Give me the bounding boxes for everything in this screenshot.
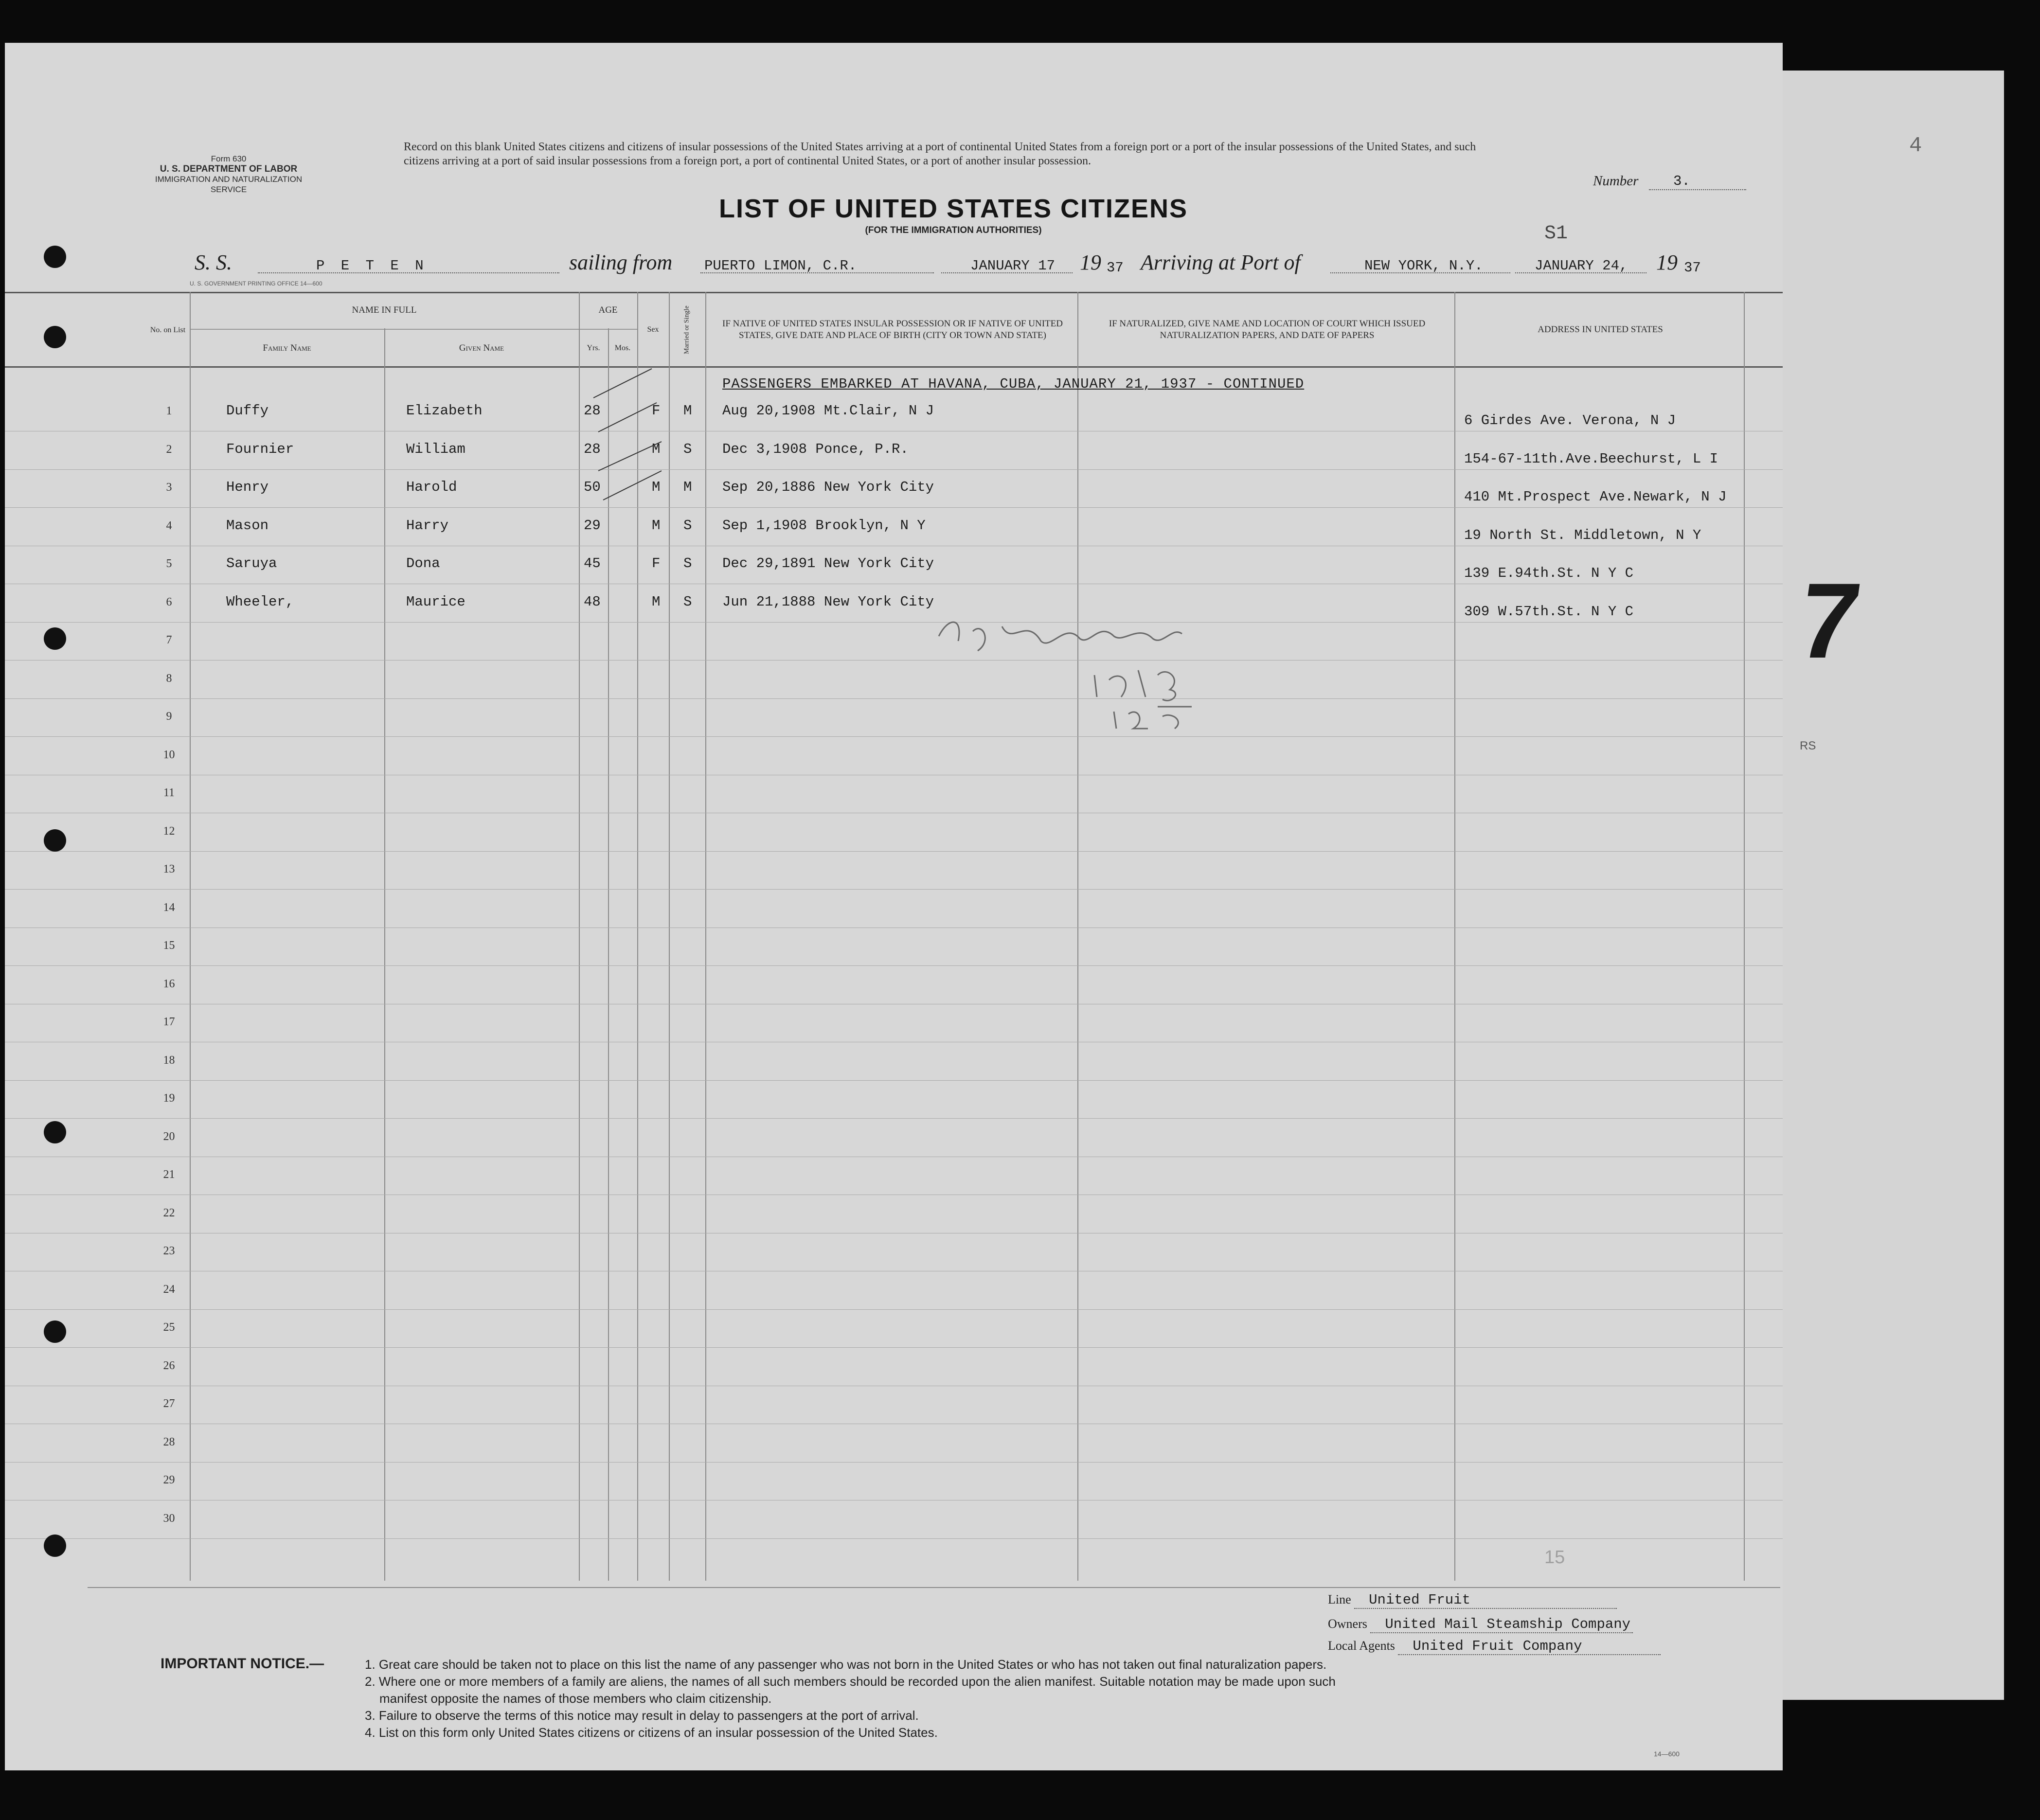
family-name: Wheeler, xyxy=(226,593,294,610)
binder-hole xyxy=(44,1121,66,1143)
empty-row xyxy=(5,890,1783,928)
row-number: 8 xyxy=(166,672,172,685)
empty-row xyxy=(5,1462,1783,1500)
given-name: Elizabeth xyxy=(406,403,483,419)
inspector-signature xyxy=(929,612,1270,733)
age-years: 29 xyxy=(584,517,601,534)
row-number: 27 xyxy=(163,1397,175,1410)
check-marks xyxy=(589,364,676,505)
header-sex: Sex xyxy=(647,325,659,334)
birth-date-place: Sep 20,1886 New York City xyxy=(722,479,934,495)
notice-heading: IMPORTANT NOTICE.— xyxy=(161,1656,324,1672)
empty-row xyxy=(5,1500,1783,1539)
notice-item-2-cont: manifest opposite the names of those members who claim citizenship. xyxy=(379,1691,772,1706)
empty-row xyxy=(5,698,1783,737)
corner-mark-s1: S1 xyxy=(1544,223,1568,245)
passenger-row xyxy=(5,584,1783,623)
birth-date-place: Jun 21,1888 New York City xyxy=(722,593,934,610)
age-years: 50 xyxy=(584,479,601,495)
sailing-from-label: sailing from xyxy=(569,250,673,274)
row-number: 19 xyxy=(163,1092,175,1105)
sex: F xyxy=(652,555,661,571)
sex: F xyxy=(652,403,661,419)
printer-note: U. S. GOVERNMENT PRINTING OFFICE 14—600 xyxy=(190,280,322,287)
binder-hole xyxy=(44,1535,66,1557)
margin-number-seven: 7 xyxy=(1791,561,1868,680)
table-header xyxy=(5,292,1783,368)
address: 139 E.94th.St. N Y C xyxy=(1464,565,1634,581)
empty-row xyxy=(5,1119,1783,1157)
given-name: William xyxy=(406,441,465,457)
header-birth: IF NATIVE OF UNITED STATES INSULAR POSSESSION OR IF NATIVE OF UNITED STATES, GIVE DATE AND PLACE OF BIRTH (CITY OR TOWN AND STATE) xyxy=(722,319,1063,340)
arriving-label: Arriving at Port of xyxy=(1141,250,1301,274)
form-meta xyxy=(141,154,316,195)
birth-date-place: Dec 3,1908 Ponce, P.R. xyxy=(722,441,909,457)
age-years: 28 xyxy=(584,403,601,419)
header-family-name: Family Name xyxy=(263,342,311,353)
row-number: 29 xyxy=(163,1474,175,1486)
given-name: Maurice xyxy=(406,593,465,610)
marital-status: S xyxy=(683,555,692,571)
row-number: 14 xyxy=(163,901,175,914)
given-name: Harold xyxy=(406,479,457,495)
passenger-row xyxy=(5,393,1783,431)
marital-status: S xyxy=(683,593,692,610)
form-code: 14—600 xyxy=(1654,1750,1680,1758)
birth-date-place: Dec 29,1891 New York City xyxy=(722,555,934,571)
given-name: Dona xyxy=(406,555,440,571)
department: U. S. DEPARTMENT OF LABOR xyxy=(160,164,298,174)
arrival-year: 37 xyxy=(1684,260,1701,276)
ss-label: S. S. xyxy=(195,250,232,274)
header-address: ADDRESS IN UNITED STATES xyxy=(1538,324,1663,335)
row-number: 30 xyxy=(163,1512,175,1525)
form-number: Form 630 xyxy=(211,154,247,163)
row-number: 17 xyxy=(163,1016,175,1028)
departure-port: PUERTO LIMON, C.R. xyxy=(700,258,934,273)
agents-value: United Fruit Company xyxy=(1398,1638,1661,1655)
binder-hole xyxy=(44,829,66,852)
empty-row xyxy=(5,1080,1783,1119)
row-number: 25 xyxy=(163,1321,175,1334)
empty-row xyxy=(5,775,1783,813)
ship-info-row xyxy=(5,247,1783,276)
empty-row xyxy=(5,928,1783,966)
marital-status: S xyxy=(683,517,692,534)
birth-date-place: Aug 20,1908 Mt.Clair, N J xyxy=(722,403,934,419)
row-number: 10 xyxy=(163,748,175,761)
address: 154-67-11th.Ave.Beechurst, L I xyxy=(1464,450,1718,467)
departure-year: 37 xyxy=(1107,260,1124,276)
line-value: United Fruit xyxy=(1354,1592,1617,1609)
row-number: 13 xyxy=(163,863,175,875)
empty-row xyxy=(5,1233,1783,1271)
empty-row xyxy=(5,813,1783,852)
address: 19 North St. Middletown, N Y xyxy=(1464,527,1701,543)
family-name: Mason xyxy=(226,517,269,534)
line-row xyxy=(1328,1592,1617,1609)
passenger-row xyxy=(5,546,1783,584)
age-years: 28 xyxy=(584,441,601,457)
header-subdivider xyxy=(190,329,637,330)
given-name: Harry xyxy=(406,517,449,534)
owners-row xyxy=(1328,1616,1633,1633)
corner-mark-four: 4 xyxy=(1909,134,1922,158)
record-instructions: Record on this blank United States citizens and citizens of insular possessions of the United States arriving at a port of continental United States from a foreign port or a port of the insular possessions of the United States, and such citizens arriving at a port of said insular possessions from a foreign port, a port of continental United States, or a port of another insular possession. xyxy=(404,141,1476,167)
section-heading: PASSENGERS EMBARKED AT HAVANA, CUBA, JANUARY 21, 1937 - CONTINUED xyxy=(722,376,1305,392)
row-number: 9 xyxy=(166,710,172,723)
page-title: LIST OF UNITED STATES CITIZENS xyxy=(719,194,1188,223)
address: 309 W.57th.St. N Y C xyxy=(1464,603,1634,620)
row-number: 24 xyxy=(163,1283,175,1296)
row-number: 11 xyxy=(163,786,175,799)
marital-status: S xyxy=(683,441,692,457)
row-number: 6 xyxy=(166,595,172,608)
empty-row xyxy=(5,1271,1783,1310)
departure-date: JANUARY 17 xyxy=(941,258,1073,273)
notice-item-2: 2. Where one or more members of a family are aliens, the names of all such members should be recorded upon the alien manifest. Suitable notation may be made upon such xyxy=(365,1674,1336,1689)
empty-row xyxy=(5,1348,1783,1386)
arrival-port: NEW YORK, N.Y. xyxy=(1330,258,1510,273)
back-sheet xyxy=(1751,71,2004,1700)
notice-item-3: 3. Failure to observe the terms of this notice may result in delay to passengers at the port of arrival. xyxy=(365,1708,919,1723)
age-years: 45 xyxy=(584,555,601,571)
family-name: Henry xyxy=(226,479,269,495)
arrival-date: JANUARY 24, xyxy=(1515,258,1646,273)
address: 410 Mt.Prospect Ave.Newark, N J xyxy=(1464,489,1727,505)
sex: M xyxy=(652,593,661,610)
row-number: 28 xyxy=(163,1435,175,1448)
empty-row xyxy=(5,1195,1783,1233)
header-married-single: Married or Single xyxy=(683,305,691,354)
empty-row xyxy=(5,1004,1783,1042)
binder-hole xyxy=(44,326,66,348)
binder-hole xyxy=(44,246,66,268)
header-mos: Mos. xyxy=(614,343,631,352)
empty-row xyxy=(5,622,1783,660)
agents-label: Local Agents xyxy=(1328,1639,1395,1653)
manifest-sheet xyxy=(5,43,1783,1770)
footer-divider xyxy=(88,1587,1780,1588)
age-years: 48 xyxy=(584,593,601,610)
faint-page-number: 15 xyxy=(1544,1547,1565,1568)
header-yrs: Yrs. xyxy=(587,343,600,352)
notice-item-4: 4. List on this form only United States citizens or citizens of an insular possession of the United States. xyxy=(365,1725,938,1740)
family-name: Fournier xyxy=(226,441,294,457)
row-number: 21 xyxy=(163,1168,175,1181)
empty-row xyxy=(5,1309,1783,1348)
header-age: AGE xyxy=(598,305,618,315)
row-number: 15 xyxy=(163,939,175,952)
header-no-on-list: No. on List xyxy=(150,325,186,334)
empty-row xyxy=(5,660,1783,699)
sex: M xyxy=(652,517,661,534)
empty-row xyxy=(5,1386,1783,1424)
row-number: 16 xyxy=(163,977,175,990)
header-name-in-full: NAME IN FULL xyxy=(352,305,417,315)
row-number: 2 xyxy=(166,443,172,456)
notice-item-1: 1. Great care should be taken not to place on this list the name of any passenger who was not born in the United States or who has not taken out final naturalization papers. xyxy=(365,1657,1327,1672)
service: IMMIGRATION AND NATURALIZATION SERVICE xyxy=(155,175,303,194)
binder-hole xyxy=(44,1320,66,1343)
passenger-row xyxy=(5,508,1783,546)
row-number: 26 xyxy=(163,1359,175,1372)
owners-value: United Mail Steamship Company xyxy=(1370,1616,1633,1633)
page-subtitle: (FOR THE IMMIGRATION AUTHORITIES) xyxy=(865,225,1042,235)
sex: M xyxy=(652,479,661,495)
row-number: 23 xyxy=(163,1245,175,1257)
row-number: 22 xyxy=(163,1206,175,1219)
passenger-row xyxy=(5,431,1783,470)
birth-date-place: Sep 1,1908 Brooklyn, N Y xyxy=(722,517,926,534)
empty-row xyxy=(5,1424,1783,1463)
row-number: 18 xyxy=(163,1053,175,1067)
family-name: Saruya xyxy=(226,555,277,571)
binder-hole xyxy=(44,627,66,650)
number-value: 3. xyxy=(1649,173,1746,190)
departure-year-prefix: 19 xyxy=(1080,250,1101,274)
row-number: 5 xyxy=(166,557,172,570)
empty-row xyxy=(5,1157,1783,1195)
family-name: Duffy xyxy=(226,403,269,419)
row-number: 20 xyxy=(163,1130,175,1143)
row-number: 4 xyxy=(166,519,172,532)
row-number: 7 xyxy=(166,634,172,646)
empty-row xyxy=(5,1042,1783,1081)
passenger-row xyxy=(5,469,1783,508)
header-naturalized: IF NATURALIZED, GIVE NAME AND LOCATION OF COURT WHICH ISSUED NATURALIZATION PAPERS, AND DATE OF PAPERS xyxy=(1109,319,1426,340)
row-number: 1 xyxy=(166,405,172,417)
empty-row xyxy=(5,851,1783,890)
margin-text-rs: RS xyxy=(1800,739,1816,752)
line-label: Line xyxy=(1328,1592,1351,1606)
row-number: 3 xyxy=(166,481,172,494)
owners-label: Owners xyxy=(1328,1617,1367,1631)
agents-row xyxy=(1328,1638,1661,1655)
marital-status: M xyxy=(683,479,692,495)
empty-row xyxy=(5,966,1783,1004)
header-given-name: Given Name xyxy=(459,342,504,353)
address: 6 Girdes Ave. Verona, N J xyxy=(1464,412,1676,428)
sex: M xyxy=(652,441,661,457)
row-number: 12 xyxy=(163,824,175,838)
marital-status: M xyxy=(683,403,692,419)
empty-row xyxy=(5,737,1783,775)
ship-name: P E T E N xyxy=(258,258,559,273)
number-label: Number xyxy=(1593,173,1639,189)
arrival-year-prefix: 19 xyxy=(1656,250,1678,274)
